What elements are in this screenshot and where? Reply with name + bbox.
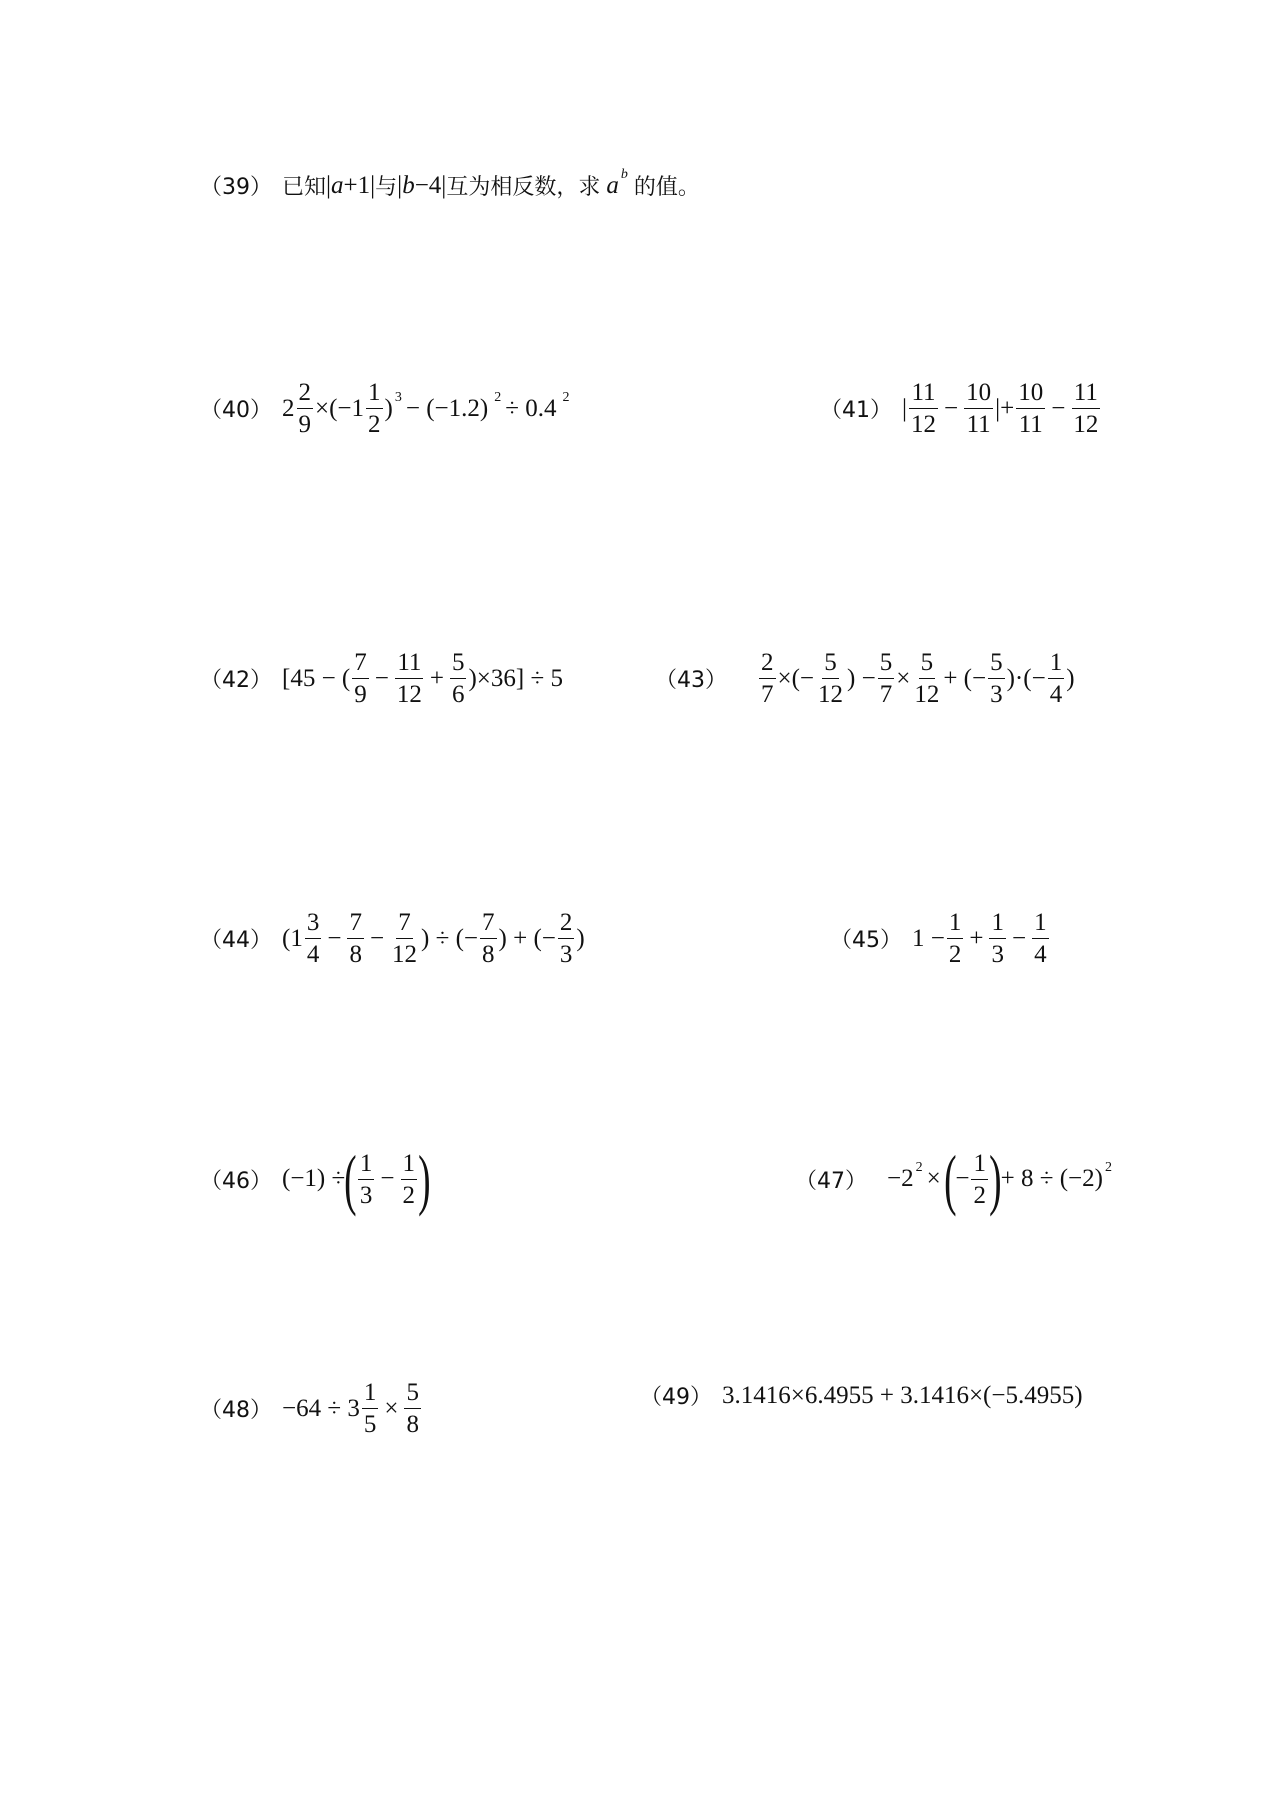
problem-43: （43） $\frac{2}{7}$ ×(− $\frac{5}{12}$ ) − $\frac{5}{7}$ × $\frac{5}{12}$ + (− $\frac{5}{3}$ )·(− $\frac{1}{4}$ ) [655, 649, 1075, 708]
problem-44: （44） (1 $\frac{3}{4}$ − $\frac{7}{8}$ − $\frac{7}{12}$ ) ÷ (− $\frac{7}{8}$ ) + (− $\frac{2}{3}$ ) [200, 909, 585, 968]
problem-number: （39） [200, 175, 272, 200]
problem-49: （49） 3.1416×6.4955 + 3.1416×(−5.4955) [640, 1381, 1083, 1410]
problem-47: （47） −2 2 × ( − $\frac{1}{2}$ ) + 8 ÷ (−2) 2 [795, 1141, 1112, 1217]
problem-39: （39） 已知 | a +1 | 与 | b −4 | 互为相反数，求 a b 的值。 [200, 166, 700, 200]
problem-42: （42） [45 − ( $\frac{7}{9}$ − $\frac{11}{12}$ + $\frac{5}{6}$ )×36] ÷ 5 [200, 649, 563, 708]
problem-41: （41） | $\frac{11}{12}$ − $\frac{10}{11}$ |+ $\frac{10}{11}$ − $\frac{11}{12}$ [820, 379, 1099, 438]
problem-40: （40） 2 $\frac{2}{9}$ ×(−1 $\frac{1}{2}$ ) 3 − (−1.2) 2 ÷ 0.4 2 [200, 379, 570, 438]
problem-45: （45） 1 − $\frac{1}{2}$ + $\frac{1}{3}$ − $\frac{1}{4}$ [830, 909, 1047, 968]
problem-48: （48） −64 ÷ 3 $\frac{1}{5}$ × $\frac{5}{8}$ [200, 1379, 419, 1438]
problem-46: （46） (−1) ÷ ( $\frac{1}{3}$ − $\frac{1}{2}$ ) [200, 1141, 431, 1217]
